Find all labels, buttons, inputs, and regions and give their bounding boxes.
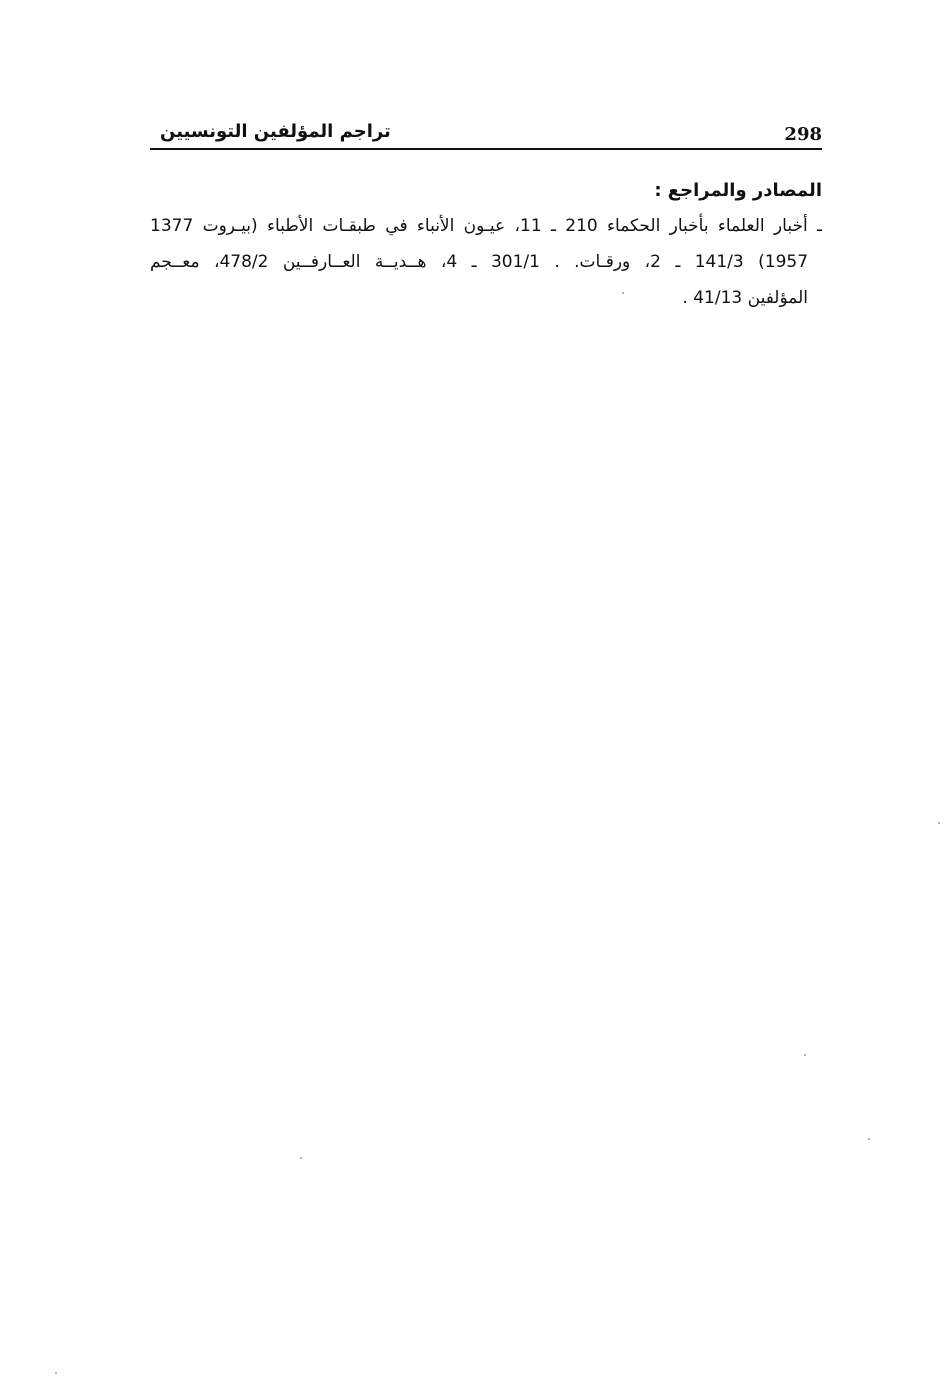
reference-line: المؤلفين 41/13 . (682, 288, 808, 308)
references-section (150, 176, 822, 316)
reference-line: ـ أخبار العلماء بأخبار الحكماء 210 ـ 11، عيـون الأنباء في طبقـات الأطباء (بيـروت 1377 (150, 216, 822, 236)
scan-speck (622, 292, 624, 294)
page-number: 298 (784, 124, 822, 145)
scan-speck (938, 822, 940, 824)
scan-speck (300, 1157, 302, 1159)
scan-speck (55, 1372, 57, 1374)
reference-line: 1957) 141/3 ـ 2، ورقـات. . 301/1 ـ 4، هــديــة العــارفــين 478/2، معــجم (150, 252, 809, 272)
running-header (150, 112, 822, 150)
running-title: تراجم المؤلفين التونسيين (160, 121, 391, 142)
section-heading: المصادر والمراجع : (654, 180, 822, 201)
scan-speck (804, 1054, 806, 1056)
scan-speck (868, 1138, 870, 1140)
